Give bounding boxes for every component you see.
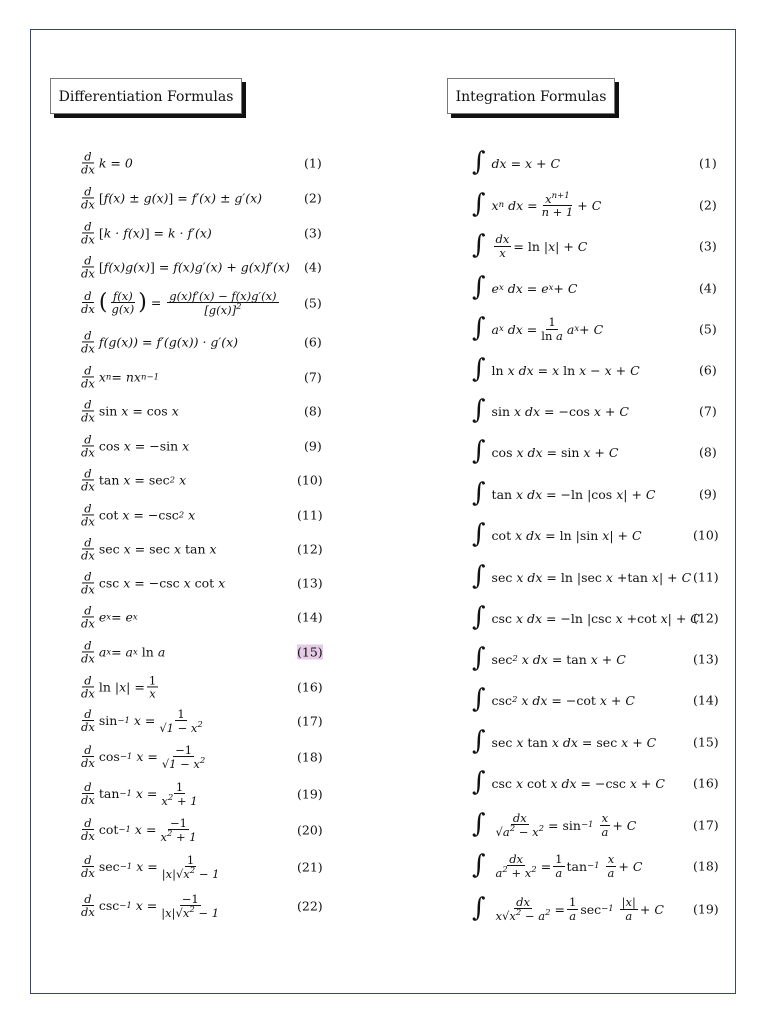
int-formula-12: ∫ csc x dx = − ln | csc x + cot x| + C	[472, 602, 700, 632]
int-formula-2: ∫ x n dx = $\frac{x^{n+1}}{n + 1}$ + C	[472, 189, 602, 219]
int-number-10: (10)	[693, 527, 719, 543]
int-formula-16: ∫ csc x cot x dx = − csc x + C	[472, 767, 665, 797]
diff-formula-12: $\frac{d}{dx}$ sec x = sec x tan x	[81, 535, 217, 563]
diff-number-21: (21)	[297, 859, 323, 875]
int-number-11: (11)	[693, 569, 719, 585]
diff-number-9: (9)	[304, 438, 322, 454]
int-formula-5: ∫ a x dx = $\frac{1}{\text{ln a}}$ a x + C	[472, 313, 604, 343]
diff-number-19: (19)	[297, 786, 323, 802]
differentiation-title: Differentiation Formulas	[50, 78, 242, 114]
diff-formula-22: $\frac{d}{dx}$ csc −1 x = $\frac{-1}{|x|√x^2 - 1}$	[81, 892, 220, 920]
diff-number-17: (17)	[297, 713, 323, 729]
diff-number-12: (12)	[297, 541, 323, 557]
int-number-13: (13)	[693, 651, 719, 667]
int-formula-19: ∫ $\frac{dx}{x√x^2 - a^2}$ = $\frac{1}{a}$ sec −1 $\frac{|x|}{a}$ + C	[472, 893, 664, 923]
int-formula-1: ∫ dx = x + C	[472, 147, 561, 177]
diff-number-5: (5)	[304, 295, 322, 311]
int-formula-6: ∫ ln x dx = x ln x − x + C	[472, 354, 640, 384]
diff-number-11: (11)	[297, 507, 323, 523]
integration-title: Integration Formulas	[447, 78, 615, 114]
diff-number-1: (1)	[304, 155, 322, 171]
diff-number-7: (7)	[304, 369, 322, 385]
diff-formula-17: $\frac{d}{dx}$ sin −1 x = $\frac{1}{√1 - x^2}$	[81, 707, 203, 735]
diff-number-15: (15)	[297, 644, 323, 660]
diff-formula-19: $\frac{d}{dx}$ tan −1 x = $\frac{1}{x^2 + 1}$	[81, 780, 198, 808]
int-formula-14: ∫ csc 2 x dx = − cot x + C	[472, 684, 635, 714]
diff-formula-8: $\frac{d}{dx}$ sin x = cos x	[81, 397, 179, 425]
int-number-14: (14)	[693, 692, 719, 708]
int-number-9: (9)	[699, 486, 717, 502]
diff-formula-1: $\frac{d}{dx}$ k = 0	[81, 149, 133, 177]
int-formula-10: ∫ cot x dx = ln | sin x| + C	[472, 519, 642, 549]
diff-formula-5: $\frac{d}{dx}$ ( $\frac{f(x)}{g(x)}$ ) = $\frac{g(x)f'(x) - f(x)g'(x)}{[g(x)]^2}$	[81, 289, 277, 317]
int-number-7: (7)	[699, 403, 717, 419]
int-number-4: (4)	[699, 280, 717, 296]
diff-number-10: (10)	[297, 472, 323, 488]
int-formula-15: ∫ sec x tan x dx = sec x + C	[472, 726, 657, 756]
int-number-1: (1)	[699, 155, 717, 171]
int-number-18: (18)	[693, 858, 719, 874]
int-formula-8: ∫ cos x dx = sin x + C	[472, 436, 619, 466]
diff-number-2: (2)	[304, 190, 322, 206]
int-formula-13: ∫ sec 2 x dx = tan x + C	[472, 643, 626, 673]
diff-formula-13: $\frac{d}{dx}$ csc x = − csc x cot x	[81, 569, 226, 597]
diff-formula-2: $\frac{d}{dx}$ [ f(x) ± g(x) ] = f′(x) ± g′(x)	[81, 184, 263, 212]
int-formula-9: ∫ tan x dx = − ln | cos x| + C	[472, 478, 656, 508]
diff-formula-15: $\frac{d}{dx}$ a x = a x ln a	[81, 638, 166, 666]
diff-formula-16: $\frac{d}{dx}$ ln |x| = $\frac{1}{x}$	[81, 673, 157, 701]
int-formula-3: ∫ $\frac{dx}{x}$ = ln |x| + C	[472, 230, 588, 260]
diff-formula-11: $\frac{d}{dx}$ cot x = − csc 2 x	[81, 501, 196, 529]
diff-number-8: (8)	[304, 403, 322, 419]
int-formula-17: ∫ $\frac{dx}{√a^2 - x^2}$ = sin −1 $\frac{x}{a}$ + C	[472, 809, 637, 839]
diff-number-6: (6)	[304, 334, 322, 350]
int-formula-18: ∫ $\frac{dx}{a^2 + x^2}$ = $\frac{1}{a}$ tan −1 $\frac{x}{a}$ + C	[472, 850, 643, 880]
int-number-17: (17)	[693, 817, 719, 833]
diff-formula-14: $\frac{d}{dx}$ e x = e x	[81, 603, 138, 631]
diff-number-20: (20)	[297, 822, 323, 838]
int-number-19: (19)	[693, 901, 719, 917]
diff-number-13: (13)	[297, 575, 323, 591]
diff-formula-21: $\frac{d}{dx}$ sec −1 x = $\frac{1}{|x|√x^2 - 1}$	[81, 853, 220, 881]
int-number-8: (8)	[699, 444, 717, 460]
diff-number-3: (3)	[304, 225, 322, 241]
diff-formula-7: $\frac{d}{dx}$ x n = nx n−1	[81, 363, 159, 391]
int-number-5: (5)	[699, 321, 717, 337]
diff-number-14: (14)	[297, 609, 323, 625]
int-formula-11: ∫ sec x dx = ln | sec x + tan x| + C	[472, 561, 692, 591]
diff-number-22: (22)	[297, 898, 323, 914]
diff-formula-18: $\frac{d}{dx}$ cos −1 x = $\frac{-1}{√1 - x^2}$	[81, 743, 206, 771]
int-number-12: (12)	[693, 610, 719, 626]
diff-number-16: (16)	[297, 679, 323, 695]
int-formula-4: ∫ e x dx = e x + C	[472, 272, 578, 302]
integration-list	[472, 0, 700, 1024]
int-formula-7: ∫ sin x dx = − cos x + C	[472, 395, 629, 425]
diff-number-18: (18)	[297, 749, 323, 765]
diff-number-4: (4)	[304, 259, 322, 275]
diff-formula-9: $\frac{d}{dx}$ cos x = − sin x	[81, 432, 190, 460]
diff-formula-3: $\frac{d}{dx}$ [ k · f(x) ] = k · f′(x)	[81, 219, 212, 247]
int-number-3: (3)	[699, 238, 717, 254]
int-number-16: (16)	[693, 775, 719, 791]
int-number-6: (6)	[699, 362, 717, 378]
diff-formula-20: $\frac{d}{dx}$ cot −1 x = $\frac{-1}{x^2 + 1}$	[81, 816, 197, 844]
diff-formula-4: $\frac{d}{dx}$ [ f(x)g(x) ] = f(x)g′(x) + g(x)f′(x)	[81, 253, 290, 281]
int-number-15: (15)	[693, 734, 719, 750]
differentiation-list	[77, 0, 327, 1024]
diff-formula-6: $\frac{d}{dx}$ f(g(x)) = f′(g(x)) · g′(x)	[81, 328, 239, 356]
diff-formula-10: $\frac{d}{dx}$ tan x = sec 2 x	[81, 466, 187, 494]
int-number-2: (2)	[699, 197, 717, 213]
